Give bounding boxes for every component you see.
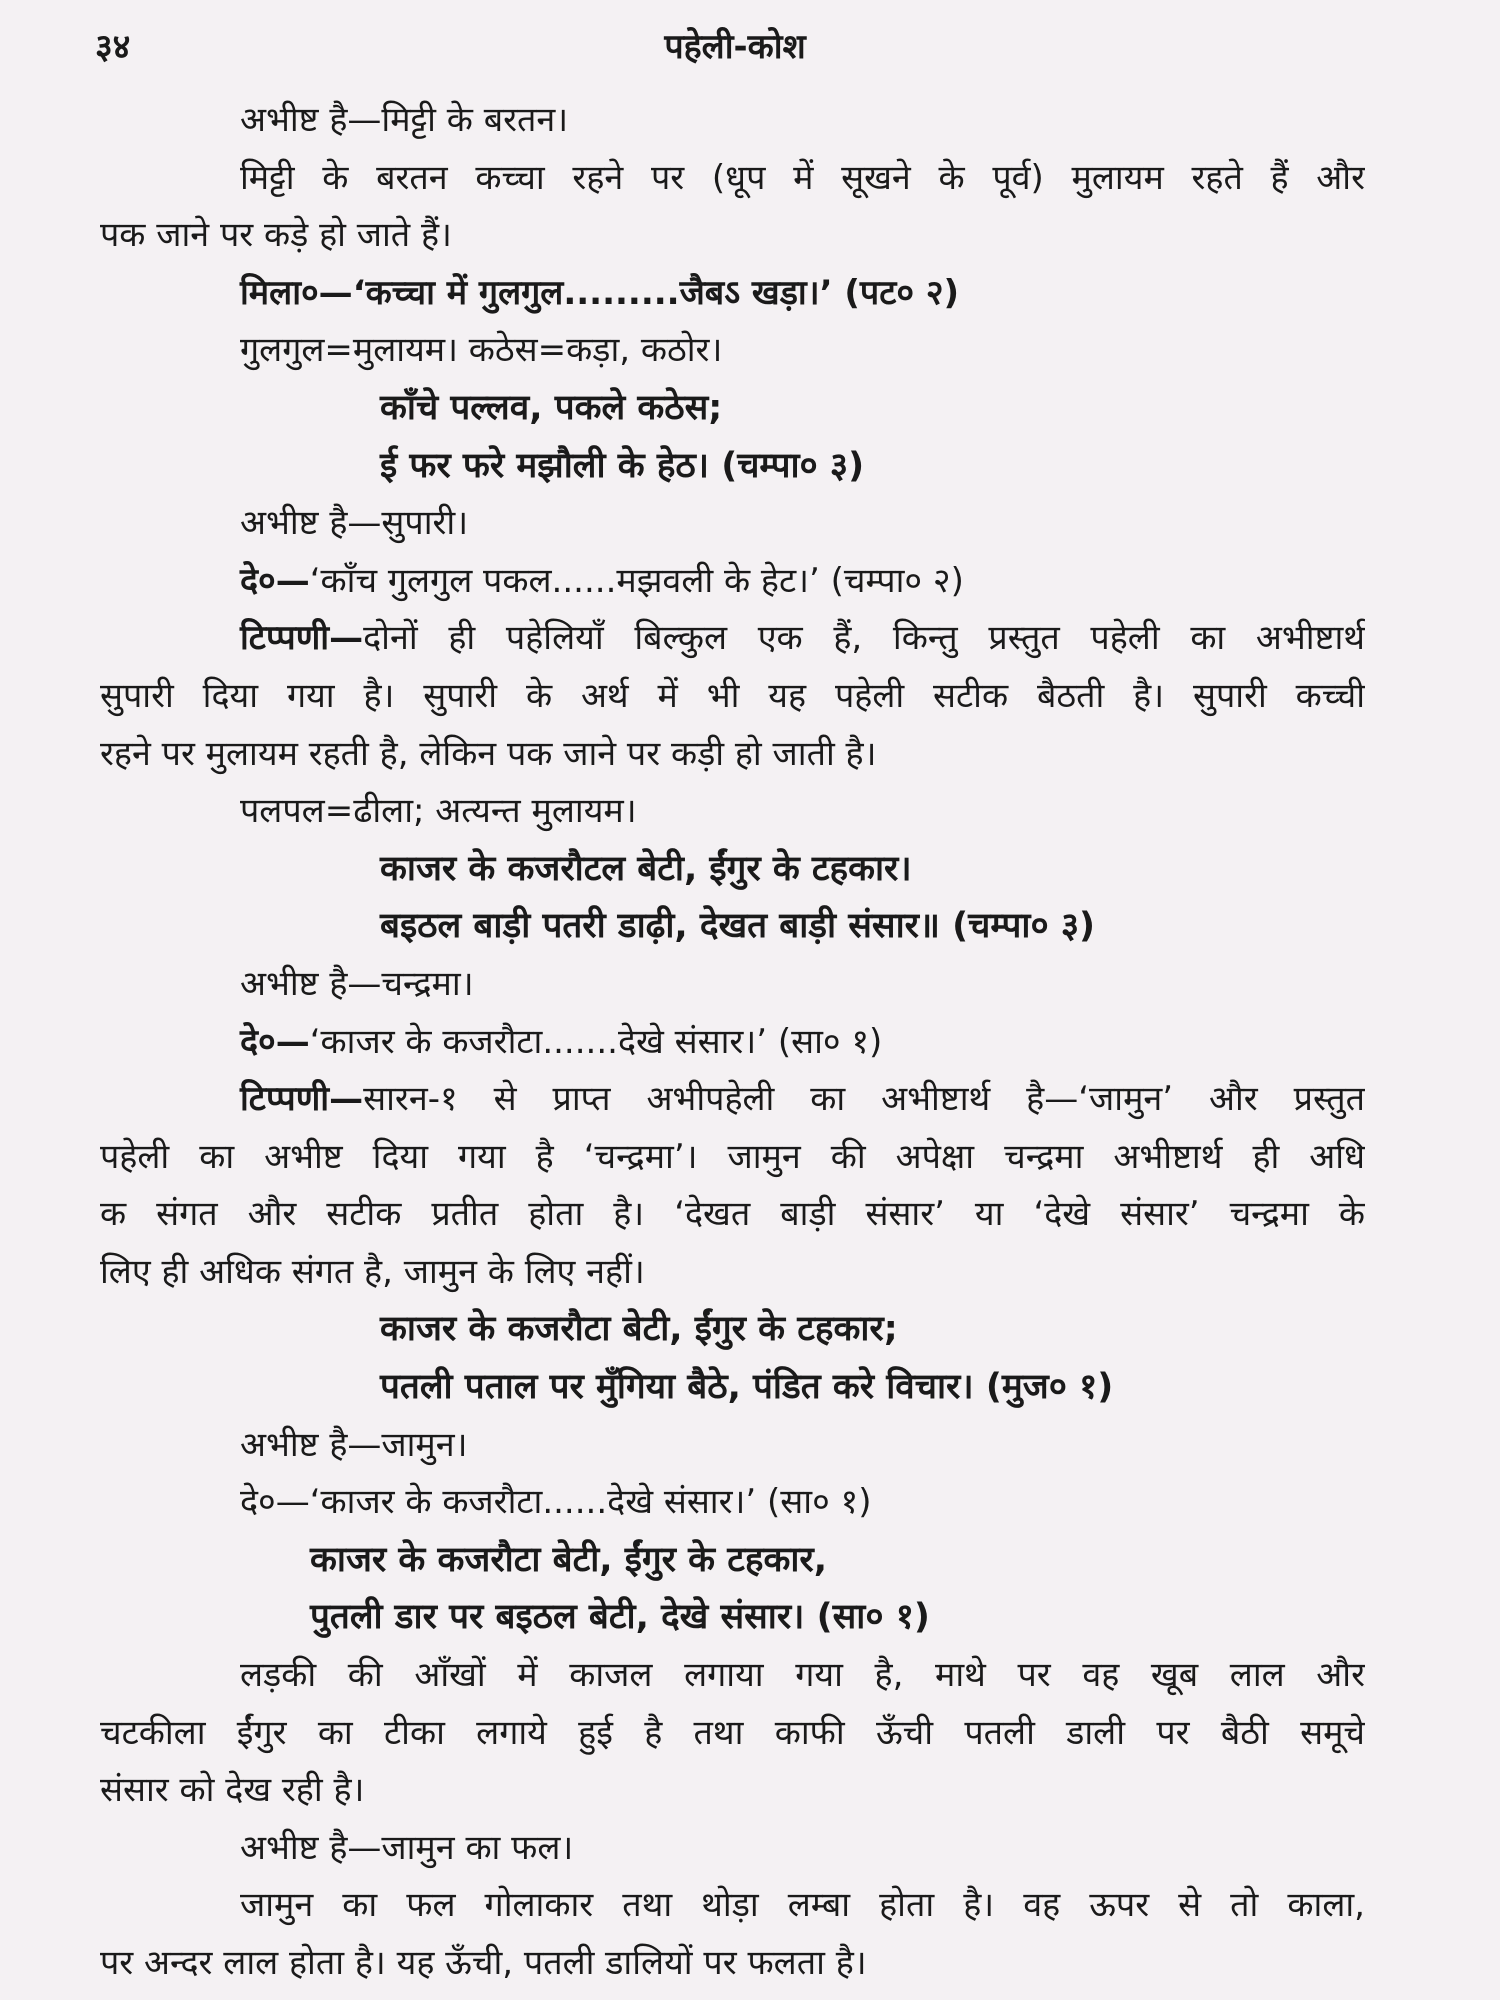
- text-line: जामुन का फल गोलाकार तथा थोड़ा लम्बा होता है। वह ऊपर से तो काला,: [240, 1885, 1365, 1926]
- text-line: गुलगुल=मुलायम। कठेस=कड़ा, कठोर।: [240, 330, 723, 371]
- text-line: पहेली का अभीष्ट दिया गया है ‘चन्द्रमा’। जामुन की अपेक्षा चन्द्रमा अभीष्टार्थ ही अधि: [100, 1136, 1365, 1177]
- text-line: सुपारी दिया गया है। सुपारी के अर्थ में भी यह पहेली सटीक बैठती है। सुपारी कच्ची: [100, 675, 1365, 716]
- verse-line: पतली पताल पर मुँगिया बैठे, पंडित करे विचार। (मुज० १): [380, 1367, 1114, 1408]
- text-line: अभीष्ट है—मिट्टी के बरतन।: [240, 100, 569, 140]
- verse-line: बइठल बाड़ी पतरी डाढ़ी, देखत बाड़ी संसार॥ (चम्पा० ३): [380, 906, 1096, 947]
- text-line: अभीष्ट है—जामुन का फल।: [240, 1827, 574, 1868]
- text-line: चटकीला ईंगुर का टीका लगाये हुई है तथा काफी ऊँची पतली डाली पर बैठी समूचे: [100, 1712, 1365, 1753]
- verse-line: ई फर फरे मझौली के हेठ। (चम्पा० ३): [380, 445, 865, 486]
- text-line: रहने पर मुलायम रहती है, लेकिन पक जाने पर कड़ी हो जाती है।: [100, 733, 877, 774]
- verse-line: काजर के कजरौटल बेटी, ईंगुर के टहकार।: [380, 848, 912, 889]
- text-line: मिट्टी के बरतन कच्चा रहने पर (धूप में सूखने के पूर्व) मुलायम रहते हैं और: [240, 157, 1365, 198]
- verse-line: काजर के कजरौटा बेटी, ईंगुर के टहकार,: [310, 1539, 828, 1580]
- page-body: [100, 92, 1365, 1993]
- text-line: क संगत और सटीक प्रतीत होता है। ‘देखत बाड़ी संसार’ या ‘देखे संसार’ चन्द्रमा के: [100, 1194, 1365, 1235]
- note-line: टिप्पणी—दोनों ही पहेलियाँ बिल्कुल एक हैं, किन्तु प्रस्तुत पहेली का अभीष्टार्थ: [240, 618, 1365, 659]
- text-line: पर अन्दर लाल होता है। यह ऊँची, पतली डालियों पर फलता है।: [100, 1943, 867, 1983]
- verse-line: पुतली डार पर बइठल बेटी, देखे संसार। (सा० १): [310, 1597, 930, 1638]
- text-line: पक जाने पर कड़े हो जाते हैं।: [100, 215, 452, 256]
- text-line: संसार को देख रही है।: [100, 1770, 365, 1811]
- text-line: पलपल=ढीला; अत्यन्त मुलायम।: [240, 791, 637, 832]
- text-line: लिए ही अधिक संगत है, जामुन के लिए नहीं।: [100, 1251, 645, 1292]
- reference-line: दे०—‘काजर के कजरौटा.......देखे संसार।’ (सा० १): [240, 1021, 883, 1062]
- page-title: पहेली-कोश: [664, 27, 806, 67]
- reference-line: दे०—‘काँच गुलगुल पकल......मझवली के हेट।’ (चम्पा० २): [240, 560, 964, 601]
- reference-line: दे०—‘काजर के कजरौटा......देखे संसार।’ (सा० १): [240, 1482, 872, 1523]
- text-line: अभीष्ट है—चन्द्रमा।: [240, 963, 474, 1004]
- text-line: अभीष्ट है—जामुन।: [240, 1424, 468, 1465]
- page-number: ३४: [95, 27, 131, 67]
- page-header: [95, 22, 1375, 72]
- verse-line: काँचे पल्लव, पकले कठेस;: [380, 387, 723, 428]
- text-line: अभीष्ट है—सुपारी।: [240, 503, 469, 544]
- text-line: लड़की की आँखों में काजल लगाया गया है, माथे पर वह खूब लाल और: [240, 1655, 1365, 1696]
- reference-line: मिला०—‘कच्चा में गुलगुल.........जैबऽ खड़ा।’ (पट० २): [240, 272, 960, 313]
- note-line: टिप्पणी—सारन-१ से प्राप्त अभीपहेली का अभीष्टार्थ है—‘जामुन’ और प्रस्तुत: [240, 1079, 1365, 1120]
- verse-line: काजर के कजरौटा बेटी, ईंगुर के टहकार;: [380, 1309, 898, 1350]
